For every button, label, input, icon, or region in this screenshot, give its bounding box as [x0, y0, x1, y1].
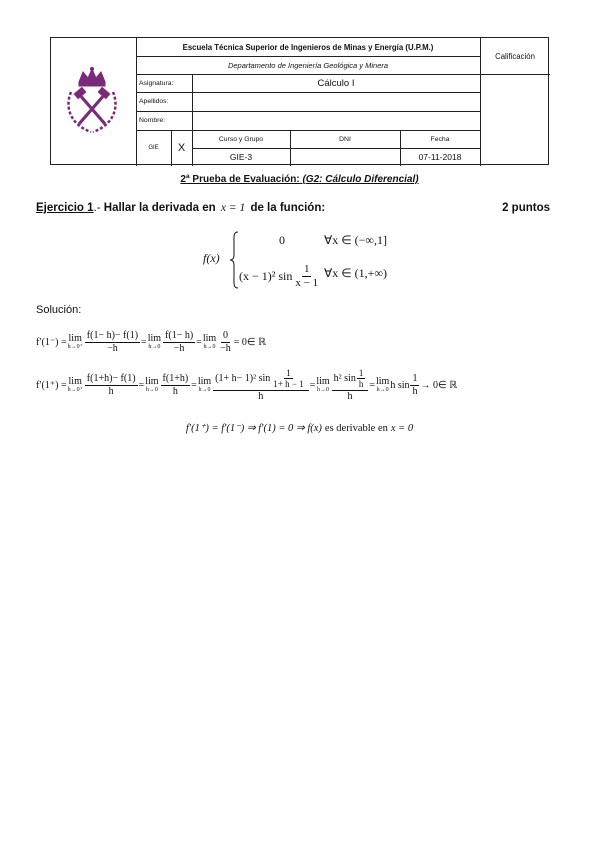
conclusion-point: x = 0 [390, 422, 414, 434]
subject-label: Asignatura: [139, 79, 174, 87]
frac-num: h² sin [333, 373, 356, 385]
school-name: Escuela Técnica Superior de Ingenieros de Minas y Energía (U.P.M.) [182, 42, 434, 52]
case2-frac-den: x − 1 [295, 276, 319, 289]
frac-num: (1+ h− 1)² sin [215, 373, 271, 385]
solution-line-left-derivative: f′(1⁻) = lim h→0⁺ $\frac{f(1- h)- f(1)}{-h}$ = lim h→0 $\frac{f(1- h)}{-h}$ = lim h→0 $\frac{0}{-h}$ = 0∈ ℝ [36, 330, 267, 354]
date-value: 07-11-2018 [418, 152, 462, 162]
conclusion-implication: f′(1⁺) = f′(1⁻) ⇒ f′(1) = 0 ⇒ f(x) [185, 423, 322, 434]
frac-num: f(1+h)− f(1) [86, 373, 136, 385]
exercise-points: 2 puntos [502, 202, 550, 214]
frac-den: h [108, 385, 114, 397]
solution-label: Solución: [36, 304, 82, 316]
limit-sub: h→0⁺ [67, 387, 83, 394]
dni-value[interactable] [290, 148, 400, 166]
limit-sub: h→0 [148, 344, 161, 350]
frac-den: h [347, 390, 353, 402]
solution-conclusion [0, 422, 599, 434]
frac-den: h [258, 390, 264, 402]
case2-domain: ∀x ∈ (1,+∞) [324, 266, 387, 280]
frac-den: −h [107, 342, 118, 354]
subject-value: Cálculo I [317, 77, 355, 89]
surname-label: Apellidos: [139, 98, 169, 105]
grade-label: Calificación [495, 51, 535, 61]
name-field[interactable] [192, 111, 480, 130]
left-derivative-lhs: f′(1⁻) = [36, 336, 67, 348]
department-name: Departamento de Ingeniería Geológica y Minera [227, 60, 389, 70]
tail-expr: h sin [390, 379, 410, 391]
date-label: Fecha [430, 135, 450, 143]
test-title-topic: (G2: Cálculo Diferencial) [302, 174, 419, 185]
frac-num: f(1+h) [162, 373, 189, 385]
frac-num: f(1− h)− f(1) [86, 330, 139, 341]
limit-sub: h→0 [203, 344, 216, 350]
solution-line-right-derivative: f′(1⁺) = lim h→0⁺ $\frac{f(1+h)- f(1)}{h}$ = lim h→0 $\frac{f(1+h)}{h}$ = lim h→0 (1+ h− 1)² sin $\frac{1}{1+ h - 1}$ h = lim h→0 h² sin $\frac{1}{h}$ h = lim h→0 h sin $\frac{1}{h}$ → 0∈ ℝ [36, 368, 458, 402]
frac-num: f(1− h) [165, 330, 194, 341]
frac-den: h [172, 385, 178, 397]
inner-frac-num: 1 [286, 368, 291, 378]
inner-frac-den: 1+ h − 1 [273, 379, 304, 390]
header-table [50, 37, 549, 165]
limit-sub: h→0 [198, 387, 211, 394]
case2-prefix: (x − 1)² sin [239, 268, 293, 283]
group-label: Curso y Grupo [218, 135, 264, 143]
case1-domain: ∀x ∈ (−∞,1] [324, 233, 387, 247]
limit-sub: h→0⁺ [67, 344, 83, 350]
dni-label: DNI [339, 135, 351, 143]
degree-label: GIE [148, 145, 159, 151]
test-title-prefix: 2ª Prueba de Evaluación: [180, 174, 300, 185]
conclusion-text: es derivable en [324, 422, 388, 434]
function-definition [203, 229, 423, 291]
frac-den: −h [173, 342, 185, 354]
surname-field[interactable] [192, 92, 480, 111]
school-crest-logo [61, 66, 123, 138]
exercise-text-after: de la función: [250, 202, 326, 214]
exercise-separator: .- [93, 202, 101, 214]
name-label: Nombre: [139, 117, 166, 124]
group-value: GIE-3 [229, 152, 253, 162]
left-brace-icon [229, 231, 239, 289]
line2-end: → 0∈ ℝ [420, 379, 458, 391]
limit-sub: h→0 [376, 387, 389, 394]
case2-frac-num: 1 [303, 263, 310, 275]
frac-den: −h [220, 342, 231, 354]
test-title [0, 174, 599, 185]
limit-sub: h→0 [316, 387, 329, 394]
right-derivative-lhs: f′(1⁺) = [36, 379, 67, 391]
exercise-text-before: Hallar la derivada en [103, 202, 216, 214]
inner-frac-den: h [358, 379, 364, 390]
exercise-label: Ejercicio 1 [36, 202, 94, 214]
case1-value: 0 [279, 233, 285, 247]
limit-sub: h→0 [145, 387, 158, 394]
line1-end: = 0∈ ℝ [233, 336, 267, 348]
frac-num: 1 [412, 373, 418, 385]
function-name: f(x) [203, 251, 220, 265]
frac-den: h [412, 385, 418, 397]
exercise-statement [36, 202, 550, 214]
inner-frac-num: 1 [358, 368, 364, 378]
degree-mark: X [177, 142, 186, 154]
exercise-point: x = 1 [220, 202, 246, 214]
frac-num: 0 [222, 330, 228, 341]
